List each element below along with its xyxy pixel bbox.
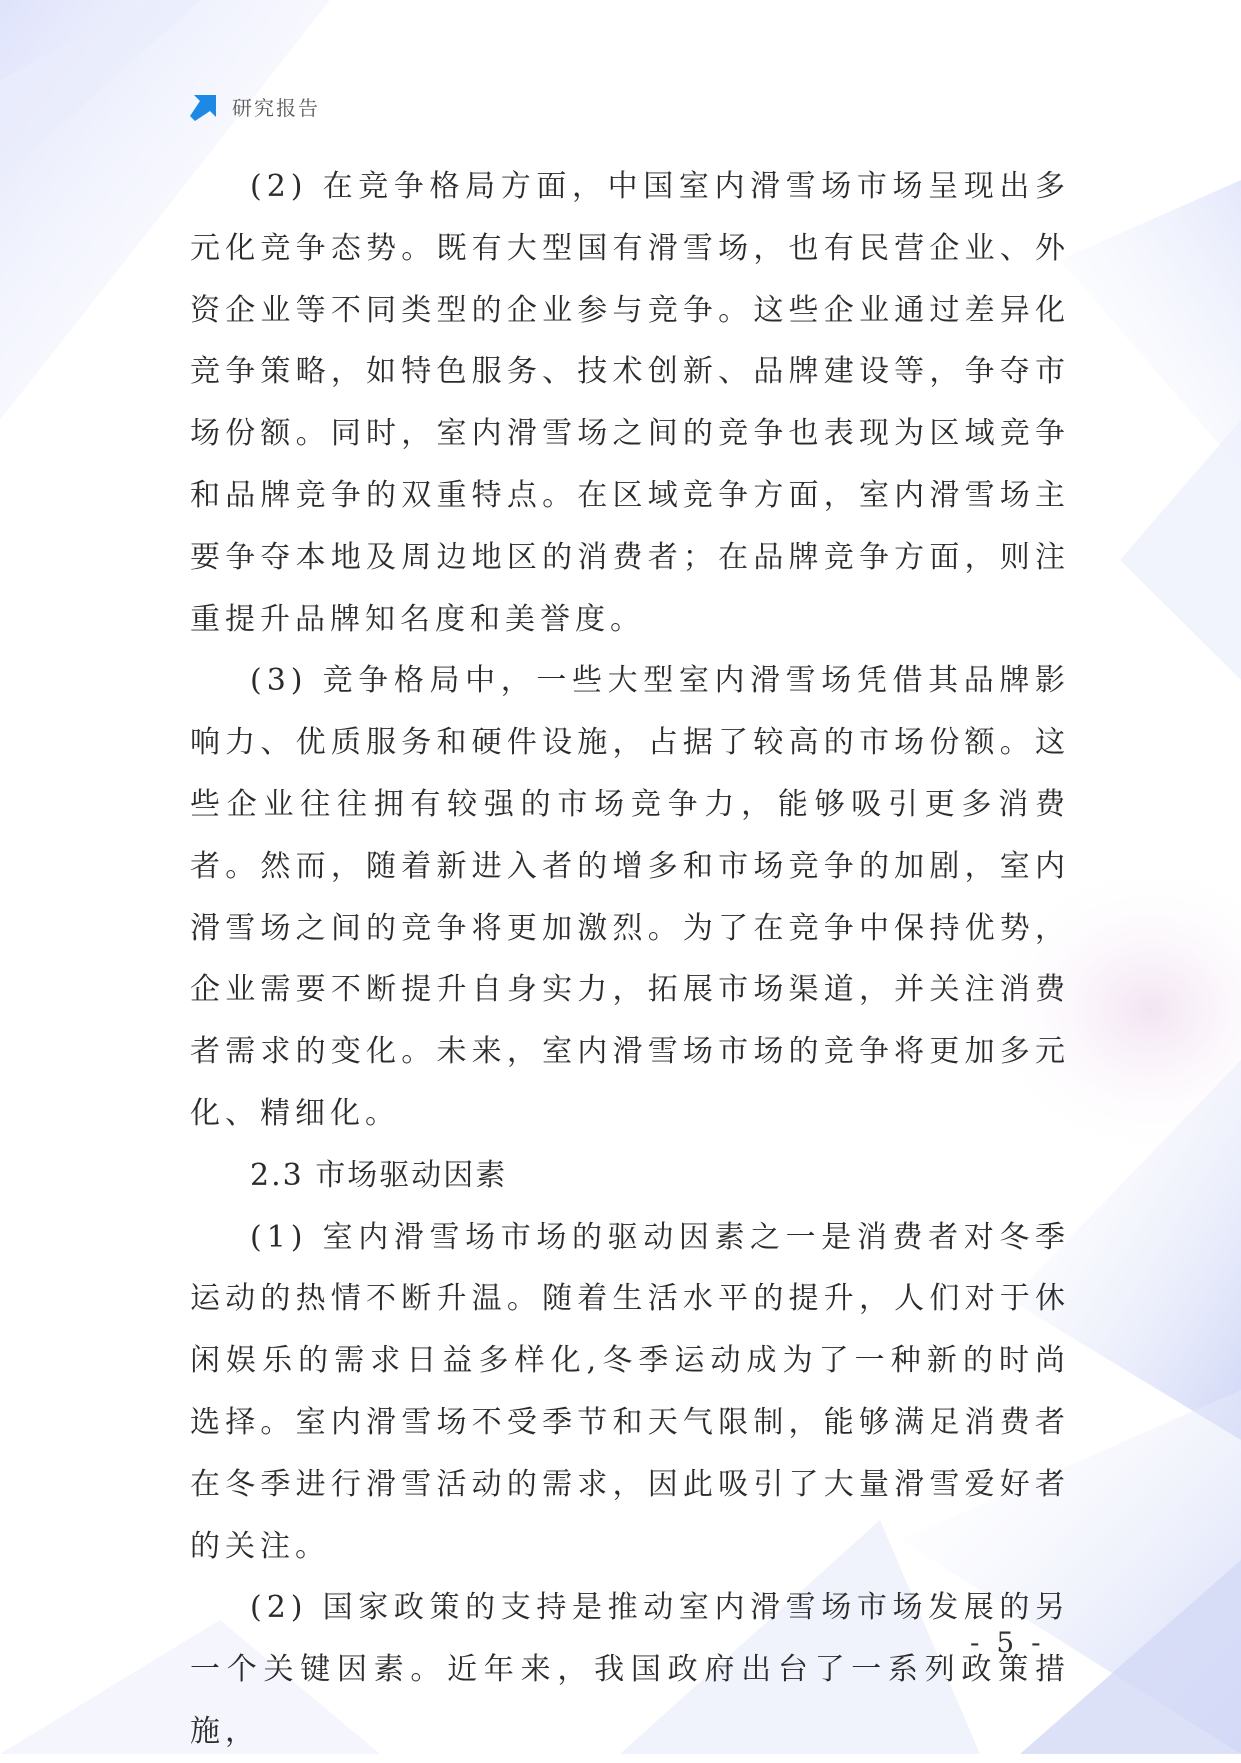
page-number: - 5 - (970, 1626, 1045, 1659)
header-title: 研究报告 (232, 95, 320, 120)
paragraph-large-rinks: (3) 竞争格局中，一些大型室内滑雪场凭借其品牌影响力、优质服务和硬件设施，占据了较高的市场份额。这些企业往往拥有较强的市场竞争力，能够吸引更多消费者。然而，随着新进入者的增多和市场竞争的加剧，室内滑雪场之间的竞争将更加激烈。为了在竞争中保持优势，企业需要不断提升自身实力，拓展市场渠道，并关注消费者需求的变化。未来，室内滑雪场市场的竞争将更加多元化、精细化。 (190, 663, 1070, 1131)
arrow-up-right-icon (188, 89, 222, 123)
report-header (188, 88, 320, 124)
document-body (190, 156, 1070, 1763)
paragraph-driver-policy: (2) 国家政策的支持是推动室内滑雪场市场发展的另一个关键因素。近年来，我国政府出台了一系列政策措施， (190, 1590, 1070, 1749)
section-heading-market-drivers: 2.3 市场驱动因素 (250, 1157, 508, 1193)
paragraph-competition-pattern: (2) 在竞争格局方面，中国室内滑雪场市场呈现出多元化竞争态势。既有大型国有滑雪场，也有民营企业、外资企业等不同类型的企业参与竞争。这些企业通过差异化竞争策略，如特色服务、技术创新、品牌建设等，争夺市场份额。同时，室内滑雪场之间的竞争也表现为区域竞争和品牌竞争的双重特点。在区域竞争方面，室内滑雪场主要争夺本地及周边地区的消费者；在品牌竞争方面，则注重提升品牌知名度和美誉度。 (190, 169, 1070, 637)
paragraph-driver-consumer: (1) 室内滑雪场市场的驱动因素之一是消费者对冬季运动的热情不断升温。随着生活水平的提升，人们对于休闲娱乐的需求日益多样化,冬季运动成为了一种新的时尚选择。室内滑雪场不受季节和天气限制，能够满足消费者在冬季进行滑雪活动的需求，因此吸引了大量滑雪爱好者的关注。 (190, 1219, 1070, 1564)
